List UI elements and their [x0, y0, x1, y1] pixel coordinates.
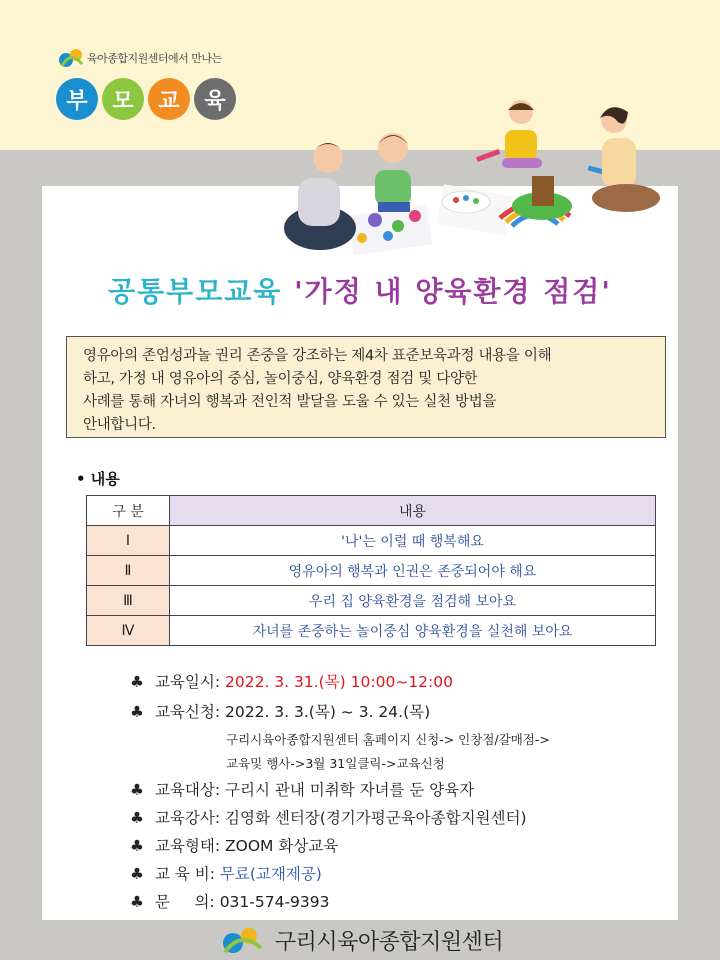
center-logo-icon — [217, 924, 267, 956]
table-cell-text: 영유아의 행복과 인권은 존중되어야 해요 — [170, 556, 656, 586]
info-apply-label: 교육신청: — [154, 703, 221, 721]
badge-yuk: 육 — [194, 78, 236, 120]
header-tagline: 육아종합지원센터에서 만나는 — [87, 52, 222, 65]
info-format-value: ZOOM 화상교육 — [225, 837, 339, 855]
info-lecturer — [130, 806, 527, 828]
club-bullet-icon: ♣ — [130, 865, 144, 883]
table-cell-number: Ⅱ — [87, 556, 170, 586]
table-row — [87, 556, 656, 586]
info-contact — [130, 890, 330, 912]
intro-line: 영유아의 존엄성과놀 권리 존중을 강조하는 제4차 표준보육과정 내용을 이해 — [83, 348, 552, 364]
footer — [0, 920, 720, 960]
table-cell-number: Ⅰ — [87, 526, 170, 556]
info-contact-label: 문 의: — [154, 893, 215, 911]
content-heading: • 내용 — [76, 470, 120, 488]
info-fee — [130, 862, 322, 884]
table-header-category: 구 분 — [87, 496, 170, 526]
info-target-label: 교육대상: — [154, 781, 221, 799]
info-lecturer-value: 김영화 센터장(경기가평군육아종합지원센터) — [225, 809, 527, 827]
info-target-value: 구리시 관내 미취학 자녀를 둔 양육자 — [225, 781, 475, 799]
table-cell-text: '나'는 이럴 때 행복해요 — [170, 526, 656, 556]
table-header-row — [87, 496, 656, 526]
info-format-label: 교육형태: — [154, 837, 221, 855]
content-table — [86, 495, 656, 646]
club-bullet-icon: ♣ — [130, 781, 144, 799]
info-apply-value: 2022. 3. 3.(목) ~ 3. 24.(목) — [225, 703, 431, 721]
table-cell-text: 자녀를 존중하는 놀이중심 양육환경을 실천해 보아요 — [170, 616, 656, 646]
title-part2: '가정 내 양육환경 점검' — [294, 275, 612, 308]
intro-line: 하고, 가정 내 영유아의 중심, 놀이중심, 양육환경 점검 및 다양한 — [83, 371, 478, 387]
intro-line: 사례를 통해 자녀의 행복과 전인적 발달을 도울 수 있는 실천 방법을 — [83, 394, 497, 410]
intro-line: 안내합니다. — [83, 417, 156, 433]
club-bullet-icon: ♣ — [130, 673, 144, 691]
info-lecturer-label: 교육강사: — [154, 809, 221, 827]
table-cell-number: Ⅳ — [87, 616, 170, 646]
table-header-content: 내용 — [170, 496, 656, 526]
center-logo — [58, 46, 222, 70]
info-apply-note1: 구리시육아종합지원센터 홈페이지 신청-> 인창점/갈매점-> — [226, 732, 550, 747]
info-date-label: 교육일시: — [154, 673, 221, 691]
badge-bu: 부 — [56, 78, 98, 120]
club-bullet-icon: ♣ — [130, 837, 144, 855]
center-logo-icon — [58, 46, 84, 70]
intro-box — [66, 336, 666, 438]
page-title — [42, 270, 678, 310]
table-cell-number: Ⅲ — [87, 586, 170, 616]
club-bullet-icon: ♣ — [130, 893, 144, 911]
info-fee-label: 교 육 비: — [154, 865, 215, 883]
club-bullet-icon: ♣ — [130, 809, 144, 827]
title-part1: 공통부모교육 — [108, 275, 283, 308]
family-illustration — [280, 98, 660, 268]
table-cell-text: 우리 집 양육환경을 점검해 보아요 — [170, 586, 656, 616]
info-date-value: 2022. 3. 31.(목) 10:00~12:00 — [225, 673, 453, 691]
badge-gyo: 교 — [148, 78, 190, 120]
club-bullet-icon: ♣ — [130, 703, 144, 721]
table-row — [87, 586, 656, 616]
info-apply — [130, 700, 430, 722]
footer-center-name: 구리시육아종합지원센터 — [274, 929, 504, 955]
table-row — [87, 616, 656, 646]
table-row — [87, 526, 656, 556]
info-contact-value: 031-574-9393 — [219, 893, 330, 911]
info-target — [130, 778, 474, 800]
info-fee-value: 무료(교재제공) — [219, 865, 322, 883]
info-apply-note2: 교육및 행사->3월 31일클릭->교육신청 — [226, 756, 445, 771]
info-format — [130, 834, 338, 856]
info-date — [130, 670, 453, 692]
program-badges — [56, 78, 240, 120]
badge-mo: 모 — [102, 78, 144, 120]
